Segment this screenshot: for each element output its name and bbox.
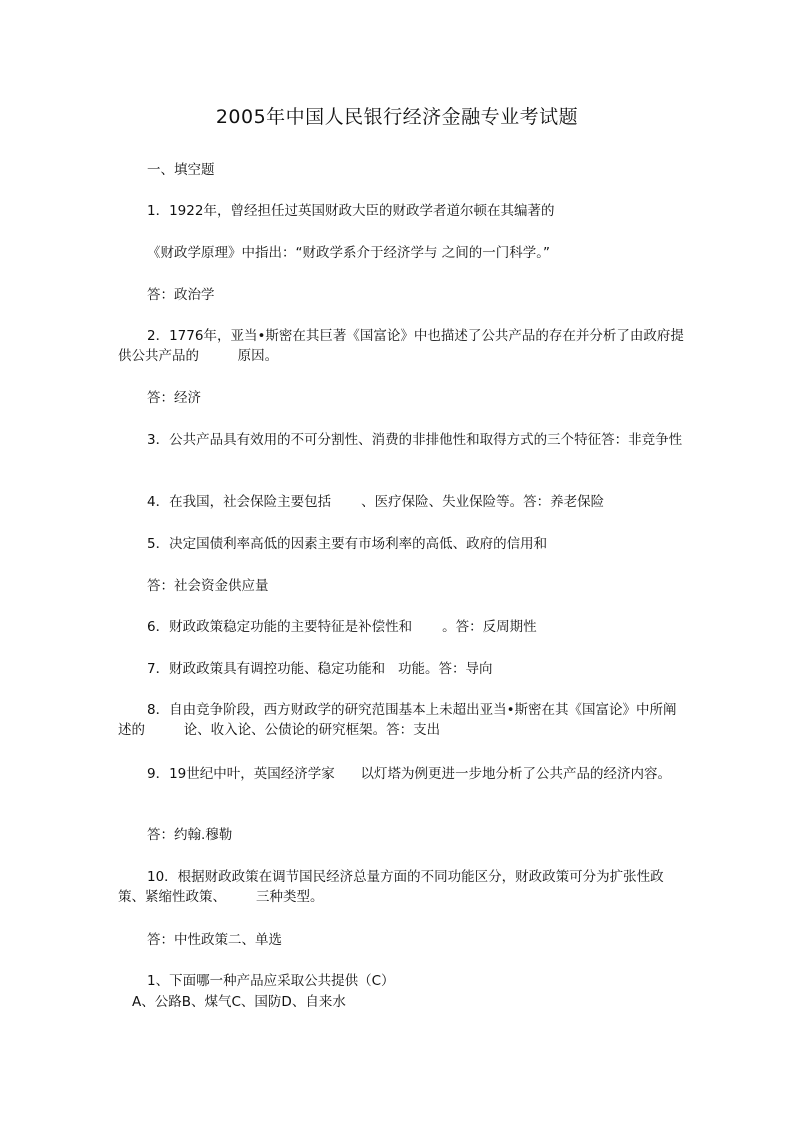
multiple-choice-1-options: A、公路B、煤气C、国防D、自来水 bbox=[132, 994, 346, 1010]
question-5: 5．决定国债利率高低的因素主要有市场利率的高低、政府的信用和 bbox=[147, 536, 548, 552]
section-heading-fill-blank: 一、填空题 bbox=[147, 162, 215, 178]
question-2: 2．1776年，亚当•斯密在其巨著《国富论》中也描述了公共产品的存在并分析了由政府提供公共产品的 原因。 bbox=[118, 328, 684, 364]
question-1-line-2: 《财政学原理》中指出：“财政学系介于经济学与 之间的一门科学。” bbox=[147, 245, 551, 261]
question-7: 7．财政政策具有调控功能、稳定功能和 功能。答：导向 bbox=[147, 661, 493, 677]
question-9-answer: 答：约翰.穆勒 bbox=[147, 827, 233, 843]
question-4: 4．在我国，社会保险主要包括 、医疗保险、失业保险等。答：养老保险 bbox=[147, 494, 605, 510]
question-8: 8．自由竞争阶段，西方财政学的研究范围基本上未超出亚当•斯密在其《国富论》中所阐述的 论、收入论、公债论的研究框架。答：支出 bbox=[118, 702, 677, 738]
question-5-answer: 答：社会资金供应量 bbox=[147, 578, 269, 594]
question-1-answer: 答：政治学 bbox=[147, 287, 215, 303]
question-6: 6．财政政策稳定功能的主要特征是补偿性和 。答：反周期性 bbox=[147, 619, 537, 635]
question-9: 9．19世纪中叶，英国经济学家 以灯塔为例更进一步地分析了公共产品的经济内容。 bbox=[147, 766, 672, 782]
question-10-answer: 答：中性政策二、单选 bbox=[147, 932, 282, 948]
page-title: 2005年中国人民银行经济金融专业考试题 bbox=[215, 106, 579, 128]
question-3: 3．公共产品具有效用的不可分割性、消费的非排他性和取得方式的三个特征答：非竞争性 bbox=[147, 432, 683, 448]
question-1-line-1: 1．1922年，曾经担任过英国财政大臣的财政学者道尔顿在其编著的 bbox=[147, 203, 555, 219]
question-10: 10．根据财政政策在调节国民经济总量方面的不同功能区分，财政政策可分为扩张性政策、紧缩性政策、 三种类型。 bbox=[118, 869, 664, 905]
multiple-choice-1-question: 1、下面哪一种产品应采取公共提供（C） bbox=[147, 973, 395, 989]
question-2-answer: 答：经济 bbox=[147, 390, 201, 406]
